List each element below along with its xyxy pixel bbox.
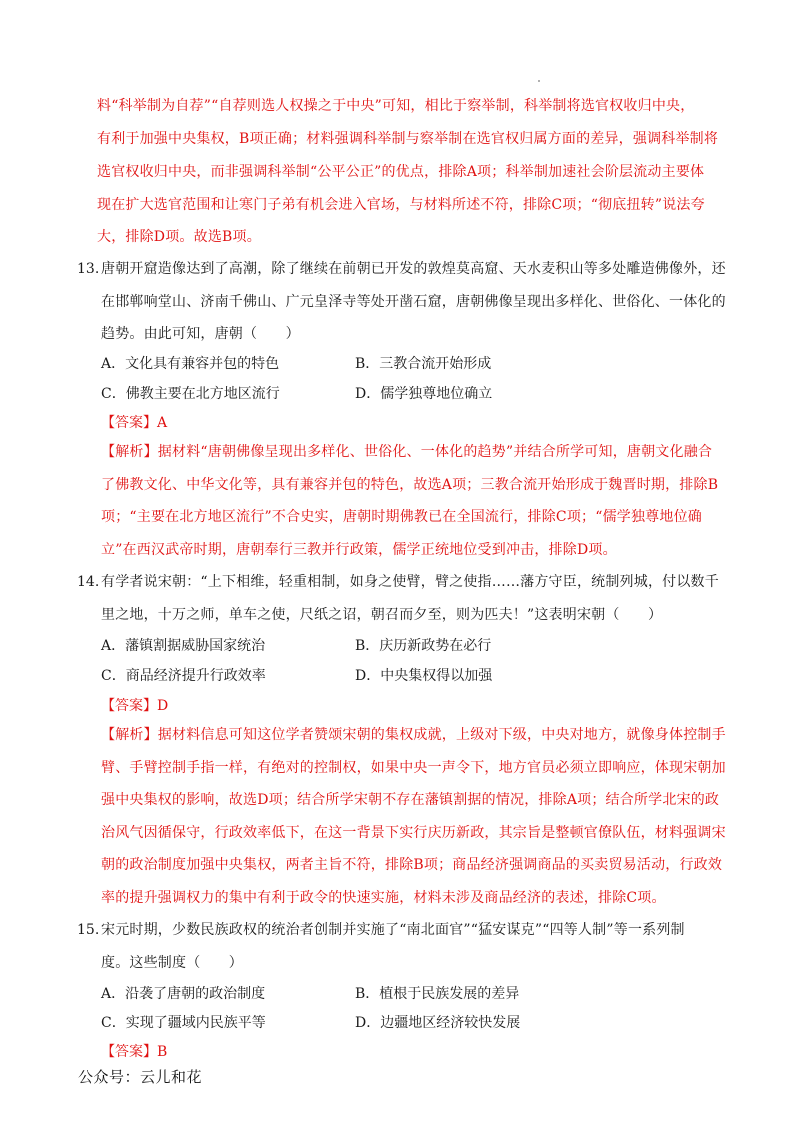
question-13-stem-line-3: 趋势。由此可知，唐朝（ ） [101, 326, 300, 342]
prev-explanation-line-4: 现在扩大选官范围和让寒门子弟有机会进入官场，与材料所述不符，排除C项；“彻底扭转”说法夸 [97, 197, 705, 213]
prev-explanation-line-2: 有利于加强中央集权，B项正确；材料强调科举制与察举制在选官权归属方面的差异，强调科举制将 [97, 131, 719, 147]
question-13-explanation-line-3: 项；“主要在北方地区流行”不合史实，唐朝时期佛教已在全国流行，排除C项；“儒学独尊地位确 [101, 509, 702, 525]
question-13-option-d: D．儒学独尊地位确立 [355, 386, 493, 402]
question-14-answer: 【答案】D [101, 698, 169, 714]
question-14-explanation-line-5: 朝的政治制度加强中央集权，两者主旨不符，排除B项；商品经济强调商品的买卖贸易活动，行政效 [101, 857, 723, 873]
question-13-explanation-line-1: 【解析】据材料“唐朝佛像呈现出多样化、世俗化、一体化的趋势”并结合所学可知，唐朝文化融合 [101, 444, 713, 460]
question-15-stem-line-2: 度。这些制度（ ） [101, 955, 243, 971]
question-14-option-d: D．中央集权得以加强 [355, 668, 493, 684]
question-14-explanation-line-6: 率的提升强调权力的集中有利于政令的快速实施，材料未涉及商品经济的表述，排除C项。 [101, 890, 666, 906]
question-15-option-c: C．实现了疆域内民族平等 [101, 1015, 266, 1031]
question-14-number: 14. [77, 574, 100, 590]
question-15-option-a: A．沿袭了唐朝的政治制度 [101, 986, 266, 1002]
question-14-explanation-line-1: 【解析】据材料信息可知这位学者赞颂宋朝的集权成就，上级对下级，中央对地方，就像身体控制手 [101, 727, 726, 743]
question-13-option-c: C．佛教主要在北方地区流行 [101, 386, 280, 402]
footer-watermark: 公众号：云儿和花 [78, 1068, 203, 1086]
question-14-explanation-line-2: 臂、手臂控制手指一样，有绝对的控制权，如果中央一声令下，地方官员必须立即响应，体现宋朝加 [101, 760, 726, 776]
question-14-option-c: C．商品经济提升行政效率 [101, 668, 266, 684]
question-14-stem-line-2: 里之地，十万之师，单车之使，尺纸之诏，朝召而夕至，则为匹夫！”这表明宋朝（ ） [101, 607, 663, 623]
prev-explanation-line-5: 大，排除D项。故选B项。 [97, 229, 261, 245]
question-15-option-d: D．边疆地区经济较快发展 [355, 1015, 521, 1031]
question-13-option-a: A．文化具有兼容并包的特色 [101, 356, 280, 372]
question-13-explanation-line-2: 了佛教文化、中华文化等，具有兼容并包的特色，故选A项；三教合流开始形成于魏晋时期，排除B [101, 477, 719, 493]
question-13-stem-line-2: 在邯郸响堂山、济南千佛山、广元皇泽寺等处开凿石窟，唐朝佛像呈现出多样化、世俗化、一体化的 [101, 294, 726, 310]
prev-explanation-line-3: 选官权收归中央，而非强调科举制“公平公正”的优点，排除A项；科举制加速社会阶层流动主要体 [97, 164, 705, 180]
question-15-option-b: B．植根于民族发展的差异 [355, 986, 520, 1002]
question-14-explanation-line-3: 强中央集权的影响，故选D项；结合所学宋朝不存在藩镇割据的情况，排除A项；结合所学北宋的政 [101, 792, 720, 808]
question-13-option-b: B．三教合流开始形成 [355, 356, 492, 372]
prev-explanation-line-1: 料“科举制为自荐”“自荐则选人权操之于中央”可知，相比于察举制，科举制将选官权收归中央， [97, 98, 695, 114]
question-13-number: 13. [77, 261, 100, 277]
question-14-stem-line-1: 有学者说宋朝：“上下相维，轻重相制，如身之使臂，臂之使指……藩方守臣，统制列城，付以数千 [101, 574, 719, 590]
question-15-stem-line-1: 宋元时期，少数民族政权的统治者创制并实施了“南北面官”“猛安谋克”“四等人制”等一系列制 [101, 922, 685, 938]
question-14-option-a: A．藩镇割据威胁国家统治 [101, 638, 266, 654]
question-15-number: 15. [77, 922, 100, 938]
question-13-answer: 【答案】A [101, 415, 168, 431]
question-13-stem-line-1: 唐朝开窟造像达到了高潮，除了继续在前朝已开发的敦煌莫高窟、天水麦积山等多处雕造佛像外，还 [101, 261, 726, 277]
question-14-explanation-line-4: 治风气因循保守，行政效率低下，在这一背景下实行庆历新政，其宗旨是整顿官僚队伍，材料强调宋 [101, 825, 726, 841]
stray-dot [538, 80, 540, 82]
question-14-option-b: B．庆历新政势在必行 [355, 638, 492, 654]
question-13-explanation-line-4: 立”在西汉武帝时期，唐朝奉行三教并行政策，儒学正统地位受到冲击，排除D项。 [101, 542, 617, 558]
question-15-answer: 【答案】B [101, 1044, 168, 1060]
